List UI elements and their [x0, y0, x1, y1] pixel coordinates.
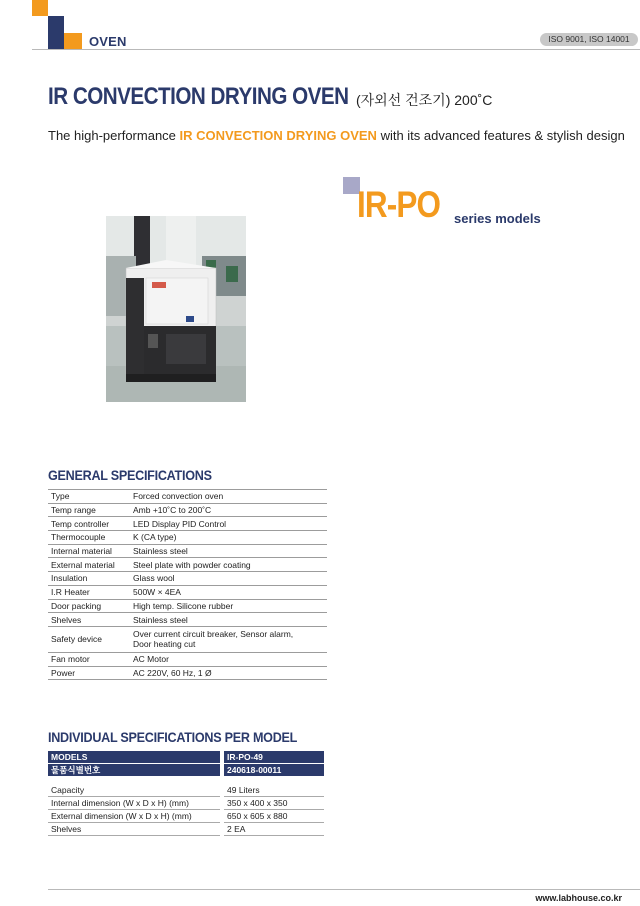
spec-value-line: Over current circuit breaker, Sensor alarm,	[133, 629, 294, 640]
model-header-row-label: MODELS	[48, 751, 220, 764]
model-spec-row-value: 2 EA	[224, 823, 324, 836]
model-specs-table	[48, 751, 324, 836]
category-label: OVEN	[89, 34, 127, 49]
spec-row	[48, 613, 327, 627]
spec-row	[48, 517, 327, 531]
page-title-sub: (자외선 건조기) 200˚C	[356, 92, 493, 108]
spec-label: Temp range	[48, 503, 130, 517]
model-spec-row	[48, 784, 324, 797]
spec-value: Glass wool	[130, 572, 327, 586]
spec-row	[48, 558, 327, 572]
certification-badge: ISO 9001, ISO 14001	[540, 33, 638, 46]
spec-value: AC 220V, 60 Hz, 1 Ø	[130, 666, 327, 680]
page-title	[48, 83, 397, 111]
logo-square-navy	[48, 16, 64, 33]
page-title-main: IR CONVECTION DRYING OVEN	[48, 83, 349, 110]
footer-divider	[48, 889, 640, 890]
spec-label: Power	[48, 666, 130, 680]
spec-row	[48, 652, 327, 666]
spec-label: Fan motor	[48, 652, 130, 666]
tagline-suffix: with its advanced features & stylish design	[376, 128, 625, 143]
spec-value: Stainless steel	[130, 544, 327, 558]
series-name: IR-PO	[357, 184, 441, 225]
tagline-highlight: IR CONVECTION DRYING OVEN	[179, 128, 377, 143]
model-spec-row-label: Capacity	[48, 784, 220, 797]
tagline-prefix: The high-performance	[48, 128, 180, 143]
model-spec-row-label: External dimension (W x D x H) (mm)	[48, 810, 220, 823]
spec-value: AC Motor	[130, 652, 327, 666]
spec-row	[48, 585, 327, 599]
table-spacer	[48, 777, 324, 784]
spec-value: Amb +10˚C to 200˚C	[130, 503, 327, 517]
tagline	[48, 128, 625, 143]
model-spec-row-value: 650 x 605 x 880	[224, 810, 324, 823]
spec-label: Shelves	[48, 613, 130, 627]
model-header-row-value: IR-PO-49	[224, 751, 324, 764]
spec-row	[48, 626, 327, 652]
spec-value: LED Display PID Control	[130, 517, 327, 531]
spec-label: Thermocouple	[48, 531, 130, 545]
spec-label: Door packing	[48, 599, 130, 613]
logo-square-orange	[32, 0, 48, 16]
model-header-row	[48, 764, 324, 777]
logo-square-orange-lower	[64, 33, 82, 49]
spec-row	[48, 531, 327, 545]
spec-label: Internal material	[48, 544, 130, 558]
product-photo	[106, 216, 246, 402]
model-specs-title: INDIVIDUAL SPECIFICATIONS PER MODEL	[48, 729, 298, 745]
footer-url: www.labhouse.co.kr	[535, 893, 622, 903]
spec-value: Forced convection oven	[130, 490, 327, 504]
model-spec-row-value: 350 x 400 x 350	[224, 797, 324, 810]
model-header-row	[48, 751, 324, 764]
general-specs-title: GENERAL SPECIFICATIONS	[48, 467, 212, 483]
spec-row	[48, 490, 327, 504]
spec-value	[130, 626, 327, 652]
model-header-row-label: 물품식별번호	[48, 764, 220, 777]
spec-label: Insulation	[48, 572, 130, 586]
model-spec-row	[48, 797, 324, 810]
model-spec-row	[48, 810, 324, 823]
header-divider	[32, 49, 640, 50]
spec-label: Temp controller	[48, 517, 130, 531]
general-specs-table	[48, 489, 327, 680]
spec-value: High temp. Silicone rubber	[130, 599, 327, 613]
spec-value: Stainless steel	[130, 613, 327, 627]
spec-row	[48, 503, 327, 517]
spec-label: Safety device	[48, 626, 130, 652]
model-spec-row-value: 49 Liters	[224, 784, 324, 797]
spec-value: K (CA type)	[130, 531, 327, 545]
series-suffix: series models	[454, 211, 541, 226]
table-spacer-cell	[48, 777, 324, 784]
model-spec-row-label: Internal dimension (W x D x H) (mm)	[48, 797, 220, 810]
spec-row	[48, 666, 327, 680]
model-header-row-value: 240618-00011	[224, 764, 324, 777]
model-spec-row-label: Shelves	[48, 823, 220, 836]
spec-value-line: Door heating cut	[133, 639, 196, 650]
spec-row	[48, 544, 327, 558]
spec-row	[48, 572, 327, 586]
spec-row	[48, 599, 327, 613]
spec-label: External material	[48, 558, 130, 572]
spec-value: Steel plate with powder coating	[130, 558, 327, 572]
model-spec-row	[48, 823, 324, 836]
spec-label: Type	[48, 490, 130, 504]
logo-square-navy-lower	[48, 33, 64, 49]
spec-label: I.R Heater	[48, 585, 130, 599]
spec-value: 500W × 4EA	[130, 585, 327, 599]
